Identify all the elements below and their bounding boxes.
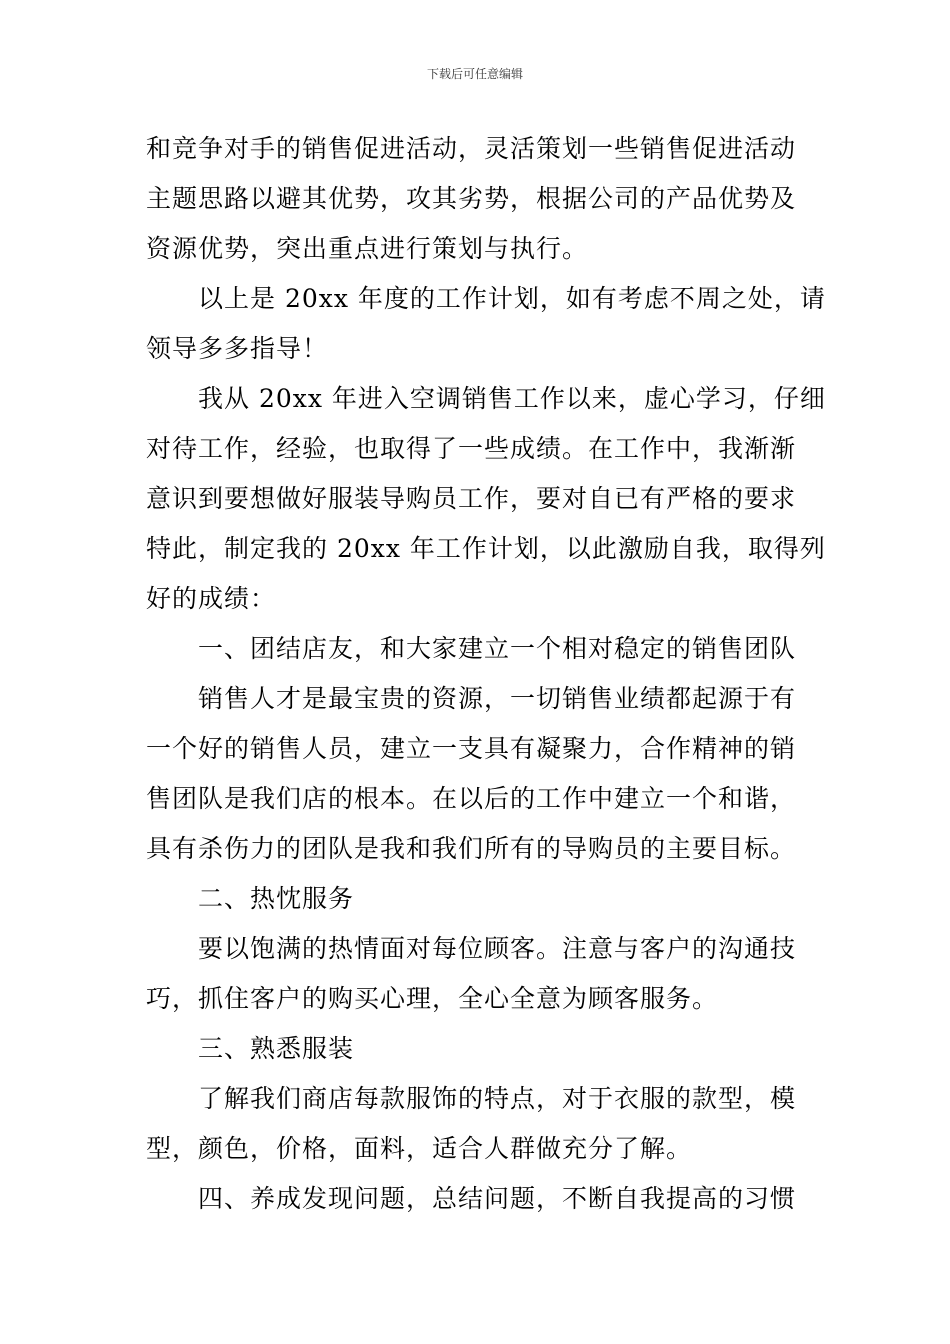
text-line: 要以饱满的热情面对每位顾客。注意与客户的沟通技	[198, 934, 797, 963]
text-line: 了解我们商店每款服饰的特点，对于衣服的款型，模	[198, 1084, 797, 1113]
text-line: 资源优势，突出重点进行策划与执行。	[146, 234, 589, 263]
text-line: 我从 20xx 年进入空调销售工作以来，虚心学习，仔细	[198, 384, 826, 413]
text-line: 意识到要想做好服装导购员工作，要对自已有严格的要求	[146, 484, 797, 513]
text-line: 具有杀伤力的团队是我和我们所有的导购员的主要目标。	[146, 834, 797, 863]
text-line: 型，颜色，价格，面料，适合人群做充分了解。	[146, 1134, 693, 1163]
document-body	[146, 124, 826, 1224]
section-heading: 三、熟悉服装	[198, 1034, 355, 1063]
page-header: 下载后可任意编辑	[426, 67, 523, 81]
text-line: 以上是 20xx 年度的工作计划，如有考虑不周之处，请	[198, 284, 826, 313]
section-heading: 二、热忱服务	[198, 884, 355, 913]
section-heading: 一、团结店友，和大家建立一个相对稳定的销售团队	[198, 634, 797, 663]
text-line: 特此，制定我的 20xx 年工作计划，以此激励自我，取得列	[146, 534, 826, 563]
text-line: 销售人才是最宝贵的资源，一切销售业绩都起源于有	[198, 684, 797, 713]
text-line: 领导多多指导！	[146, 334, 329, 363]
text-line: 对待工作，经验，也取得了一些成绩。在工作中，我渐渐	[146, 434, 797, 463]
text-line: 售团队是我们店的根本。在以后的工作中建立一个和谐，	[146, 784, 797, 813]
text-line: 巧，抓住客户的购买心理，全心全意为顾客服务。	[146, 984, 719, 1013]
text-line: 和竞争对手的销售促进活动，灵活策划一些销售促进活动	[146, 134, 797, 163]
text-line: 主题思路以避其优势，攻其劣势，根据公司的产品优势及	[146, 184, 797, 213]
section-heading: 四、养成发现问题，总结问题，不断自我提高的习惯	[198, 1184, 797, 1213]
text-line: 好的成绩：	[146, 584, 277, 613]
text-line: 一个好的销售人员，建立一支具有凝聚力，合作精神的销	[146, 734, 797, 763]
